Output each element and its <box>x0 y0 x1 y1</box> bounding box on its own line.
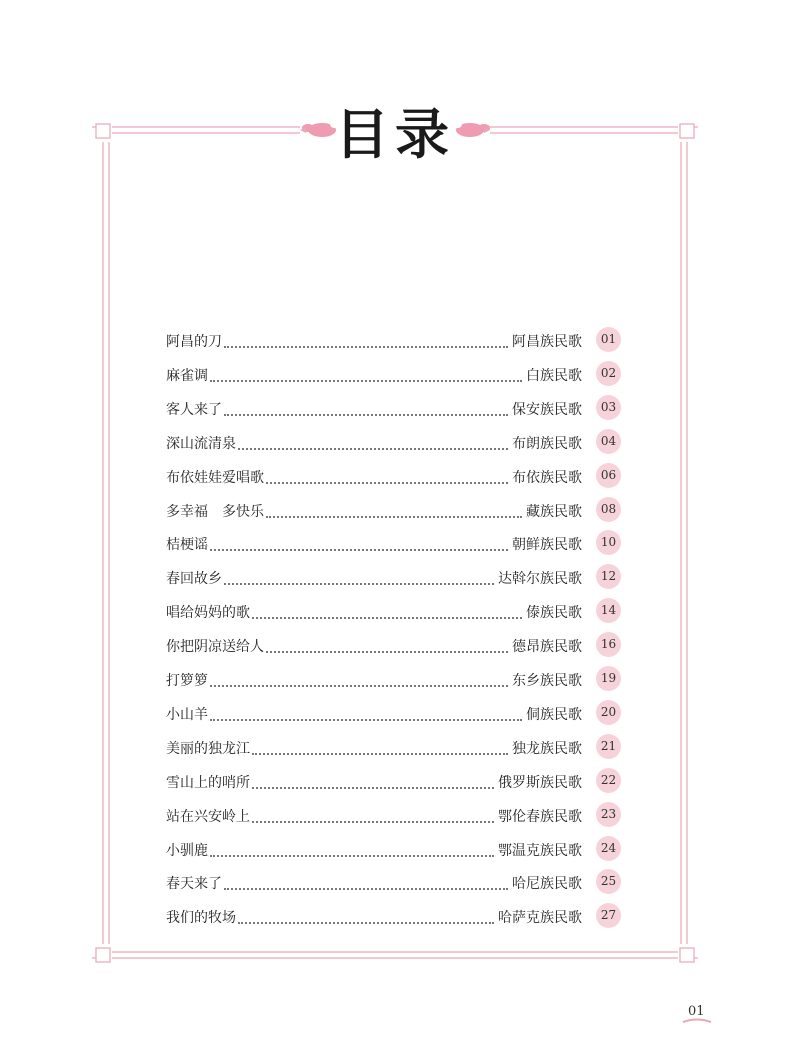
toc-entry-title: 站在兴安岭上 <box>166 808 250 825</box>
toc-entry[interactable] <box>166 698 626 728</box>
toc-entry[interactable] <box>166 461 626 491</box>
toc-entry-leader-dots <box>224 872 508 890</box>
toc-entry-ethnic-group: 俄罗斯族民歌 <box>498 774 582 791</box>
toc-entry-page-badge: 14 <box>596 598 621 623</box>
toc-entry-title: 你把阴凉送给人 <box>166 639 264 656</box>
toc-entry-title: 唱给妈妈的歌 <box>166 605 250 622</box>
toc-entry[interactable] <box>166 834 626 864</box>
toc-entry-page-badge: 02 <box>596 361 621 386</box>
toc-entry[interactable] <box>166 630 626 660</box>
toc-entry-page-badge: 10 <box>596 530 621 555</box>
toc-entry[interactable] <box>166 901 626 931</box>
page-title: 目录 <box>335 102 455 166</box>
toc-entry-title: 小山羊 <box>166 706 208 723</box>
toc-entry[interactable] <box>166 393 626 423</box>
toc-entry[interactable] <box>166 596 626 626</box>
toc-entry-title: 麻雀调 <box>166 367 208 384</box>
toc-entry-ethnic-group: 鄂伦春族民歌 <box>498 808 582 825</box>
toc-entry-leader-dots <box>224 567 494 585</box>
toc-entry[interactable] <box>166 495 626 525</box>
toc-entry-title: 美丽的独龙江 <box>166 740 250 757</box>
toc-entry[interactable] <box>166 528 626 558</box>
toc-entry-page-badge: 03 <box>596 395 621 420</box>
toc-entry-title: 雪山上的哨所 <box>166 774 250 791</box>
toc-entry-leader-dots <box>224 398 508 416</box>
toc-entry-leader-dots <box>224 330 508 348</box>
toc-entry-leader-dots <box>210 839 494 857</box>
toc-entry-leader-dots <box>266 466 508 484</box>
toc-entry[interactable] <box>166 732 626 762</box>
toc-entry-page-badge: 04 <box>596 429 621 454</box>
toc-entry-title: 深山流清泉 <box>166 435 236 452</box>
toc-entry-page-badge: 24 <box>596 836 621 861</box>
toc-entry-page-badge: 22 <box>596 768 621 793</box>
toc-entry-leader-dots <box>238 432 508 450</box>
toc-entry-ethnic-group: 鄂温克族民歌 <box>498 842 582 859</box>
toc-entry-ethnic-group: 朝鲜族民歌 <box>512 537 582 554</box>
toc-entry-leader-dots <box>238 906 494 924</box>
toc-entry[interactable] <box>166 325 626 355</box>
toc-entry[interactable] <box>166 427 626 457</box>
toc-entry-ethnic-group: 藏族民歌 <box>526 503 582 520</box>
toc-entry-page-badge: 27 <box>596 903 621 928</box>
toc-entry-leader-dots <box>210 669 508 687</box>
toc-entry-ethnic-group: 白族民歌 <box>526 367 582 384</box>
toc-entry-title: 春回故乡 <box>166 571 222 588</box>
toc-entry-title: 布依娃娃爱唱歌 <box>166 469 264 486</box>
toc-entry-title: 客人来了 <box>166 401 222 418</box>
toc-entry-leader-dots <box>210 703 522 721</box>
toc-entry-page-badge: 16 <box>596 632 621 657</box>
toc-entry-title: 多幸福 多快乐 <box>166 503 264 520</box>
toc-entry-title: 我们的牧场 <box>166 910 236 927</box>
toc-entry[interactable] <box>166 562 626 592</box>
toc-entry-leader-dots <box>266 500 522 518</box>
toc-entry[interactable] <box>166 359 626 389</box>
toc-entry-page-badge: 01 <box>596 327 621 352</box>
toc-entry-title: 桔梗谣 <box>166 537 208 554</box>
toc-entry[interactable] <box>166 800 626 830</box>
toc-entry-page-badge: 19 <box>596 666 621 691</box>
toc-entry-title: 小驯鹿 <box>166 842 208 859</box>
toc-entry-leader-dots <box>252 737 508 755</box>
toc-entry-leader-dots <box>252 771 494 789</box>
toc-entry[interactable] <box>166 766 626 796</box>
toc-entry-ethnic-group: 东乡族民歌 <box>512 673 582 689</box>
toc-entry-leader-dots <box>266 635 508 653</box>
toc-entry-title: 阿昌的刀 <box>166 334 222 350</box>
page-number: 01 <box>688 1004 705 1019</box>
toc-entry-ethnic-group: 哈尼族民歌 <box>512 876 582 893</box>
toc-entry-page-badge: 08 <box>596 497 621 522</box>
toc-entry-leader-dots <box>210 533 508 551</box>
toc-entry-ethnic-group: 保安族民歌 <box>512 401 582 418</box>
toc-entry-page-badge: 12 <box>596 564 621 589</box>
toc-entry[interactable] <box>166 867 626 897</box>
toc-entry-page-badge: 20 <box>596 700 621 725</box>
toc-entry-leader-dots <box>252 601 522 619</box>
toc-entry-ethnic-group: 布依族民歌 <box>512 469 582 486</box>
toc-entry-page-badge: 06 <box>596 463 621 488</box>
toc-entry[interactable] <box>166 664 626 694</box>
toc-entry-leader-dots <box>252 805 494 823</box>
toc-entry-page-badge: 25 <box>596 869 621 894</box>
toc-entry-ethnic-group: 哈萨克族民歌 <box>498 910 582 927</box>
toc-entry-title: 春天来了 <box>166 876 222 893</box>
toc-entry-leader-dots <box>210 364 522 382</box>
toc-entry-ethnic-group: 德昂族民歌 <box>512 639 582 656</box>
toc-entry-ethnic-group: 布朗族民歌 <box>512 435 582 452</box>
page-number-swash-icon <box>682 1018 712 1024</box>
toc-entry-ethnic-group: 傣族民歌 <box>526 605 582 622</box>
toc-entry-ethnic-group: 阿昌族民歌 <box>512 334 582 350</box>
toc-entry-page-badge: 23 <box>596 802 621 827</box>
toc-entry-ethnic-group: 达斡尔族民歌 <box>498 571 582 588</box>
toc-entry-ethnic-group: 独龙族民歌 <box>512 740 582 757</box>
toc-entry-page-badge: 21 <box>596 734 621 759</box>
toc-entry-ethnic-group: 侗族民歌 <box>526 706 582 723</box>
toc-entry-title: 打箩箩 <box>166 673 208 689</box>
